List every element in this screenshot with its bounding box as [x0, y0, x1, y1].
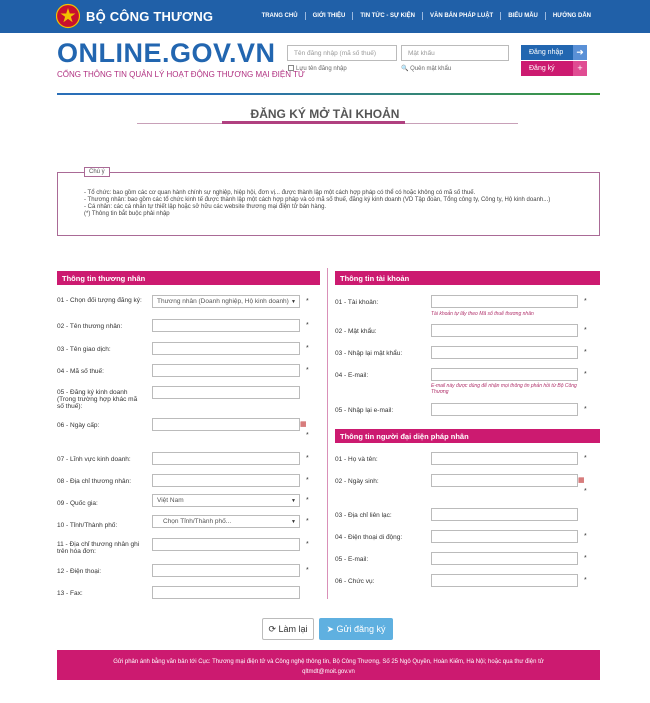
reset-label: Làm lại [278, 624, 308, 634]
required-star: * [306, 322, 309, 329]
province-value: Chọn Tỉnh/Thành phố... [163, 518, 232, 525]
top-bar [0, 0, 650, 33]
business-reg-input[interactable] [152, 386, 300, 399]
representative-section-header: Thông tin người đại diện pháp nhân [335, 429, 600, 443]
merchant-label: 08 - Địa chỉ thương nhân: [57, 478, 132, 485]
nav-about[interactable]: GIỚI THIỆU [306, 12, 354, 20]
remember-label: Lưu tên đăng nhập [296, 66, 347, 72]
register-label: Đăng ký [529, 65, 555, 72]
plus-icon: + [573, 61, 587, 76]
required-star: * [584, 555, 587, 562]
note-text [84, 190, 584, 218]
title-underline-accent [222, 121, 405, 124]
merchant-label: 01 - Chọn đối tượng đăng ký: [57, 297, 142, 304]
footer-text: Gửi phản ánh bằng văn bản tới Cục: Thương mại điện tử và Công nghệ thông tin, Bộ Công Thương, Số 25 Ngô Quyền, Hoàn Kiếm, Hà Nội; hoặc qua thư điện tử [113, 659, 544, 665]
subject-type-value: Thương nhân (Doanh nghiệp, Hộ kinh doanh) [157, 298, 289, 305]
rep-address-input[interactable] [431, 508, 578, 521]
site-tagline: CỔNG THÔNG TIN QUẢN LÝ HOẠT ĐỘNG THƯƠNG MẠI ĐIỆN TỬ [57, 70, 305, 79]
nav-legal[interactable]: VĂN BẢN PHÁP LUẬT [423, 12, 501, 20]
page-title: ĐĂNG KÝ MỞ TÀI KHOẢN [250, 107, 400, 121]
required-star: * [306, 367, 309, 374]
merchant-label: 04 - Mã số thuế: [57, 368, 104, 375]
required-star: * [584, 533, 587, 540]
note-line: (*) Thông tin bắt buộc phải nhập [84, 211, 170, 217]
login-arrow-icon: ➜ [573, 45, 587, 60]
confirm-password-field[interactable] [431, 346, 578, 359]
merchant-label: 03 - Tên giao dịch: [57, 346, 111, 353]
issue-date-input[interactable] [152, 418, 300, 431]
country-value: Việt Nam [157, 497, 184, 504]
required-star: * [306, 497, 309, 504]
merchant-label: 07 - Lĩnh vực kinh doanh: [57, 456, 131, 463]
required-star: * [584, 349, 587, 356]
required-star: * [306, 541, 309, 548]
register-button[interactable] [521, 61, 587, 76]
rep-birthdate-input[interactable] [431, 474, 578, 487]
merchant-label: 13 - Fax: [57, 590, 83, 597]
trade-name-input[interactable] [152, 342, 300, 355]
merchant-name-input[interactable] [152, 319, 300, 332]
nav-news[interactable]: TIN TỨC - SỰ KIỆN [353, 12, 423, 20]
send-icon: ➤ [326, 624, 334, 634]
main-nav [255, 12, 598, 20]
tax-code-input[interactable] [152, 364, 300, 377]
username-input[interactable] [287, 45, 397, 61]
confirm-email-field[interactable] [431, 403, 578, 416]
rep-mobile-input[interactable] [431, 530, 578, 543]
footer-email[interactable]: qltmdt@moit.gov.vn [302, 669, 355, 675]
required-star: * [306, 518, 309, 525]
required-star: * [306, 455, 309, 462]
required-star: * [584, 371, 587, 378]
required-star: * [306, 567, 309, 574]
merchant-label: 06 - Ngày cấp: [57, 422, 100, 429]
rep-label: 01 - Họ và tên: [335, 456, 378, 463]
invoice-address-input[interactable] [152, 538, 300, 551]
required-star: * [584, 406, 587, 413]
column-divider [327, 268, 328, 599]
site-logo[interactable]: ONLINE.GOV.VN [57, 38, 276, 68]
required-star: * [306, 345, 309, 352]
nav-guide[interactable]: HƯỚNG DẪN [552, 13, 591, 19]
merchant-label: 05 - Đăng ký kinh doanh (Trong trường hợp khác mã số thuế): [57, 389, 138, 410]
chevron-down-icon: ▼ [291, 519, 296, 525]
rep-position-input[interactable] [431, 574, 578, 587]
merchant-label: 10 - Tỉnh/Thành phố: [57, 522, 118, 529]
merchant-label: 11 - Địa chỉ thương nhân ghi trên hóa đơn: [57, 541, 140, 555]
rep-label: 03 - Địa chỉ liên lạc: [335, 512, 392, 519]
chevron-down-icon: ▼ [291, 498, 296, 504]
account-label: 05 - Nhập lại e-mail: [335, 407, 394, 414]
rep-email-input[interactable] [431, 552, 578, 565]
chevron-down-icon: ▼ [291, 299, 296, 305]
account-hint: Tài khoản tự lấy theo Mã số thuế thương nhân [431, 311, 534, 317]
merchant-section-header: Thông tin thương nhân [57, 271, 320, 285]
note-line: - Thương nhân: bao gồm các tổ chức kinh tế được thành lập một cách hợp pháp và có mã số thuế, đăng ký kinh doanh (VD Tập đoàn, Tổng công ty, Công ty, Hộ kinh doanh...) [84, 197, 551, 203]
forgot-password-link[interactable] [401, 65, 451, 72]
header-divider [57, 93, 600, 95]
required-star: * [584, 488, 587, 495]
rep-label: 05 - E-mail: [335, 556, 369, 563]
password-field[interactable] [431, 324, 578, 337]
account-section-header: Thông tin tài khoản [335, 271, 600, 285]
rep-name-input[interactable] [431, 452, 578, 465]
province-select[interactable] [152, 515, 300, 528]
reset-button[interactable] [262, 618, 314, 640]
rep-label: 02 - Ngày sinh: [335, 478, 379, 485]
remember-checkbox[interactable] [288, 65, 294, 71]
rep-label: 06 - Chức vụ: [335, 578, 375, 585]
account-label: 01 - Tài khoản: [335, 299, 379, 306]
email-field[interactable] [431, 368, 578, 381]
submit-label: Gửi đăng ký [336, 624, 386, 634]
refresh-icon: ⟳ [268, 624, 276, 634]
ministry-name[interactable]: BỘ CÔNG THƯƠNG [86, 9, 214, 24]
forgot-label: Quên mật khẩu [410, 66, 452, 72]
account-label: 04 - E-mail: [335, 372, 369, 379]
subject-type-select[interactable] [152, 295, 300, 308]
fax-input[interactable] [152, 586, 300, 599]
required-star: * [306, 477, 309, 484]
national-emblem-icon [56, 3, 80, 29]
login-button[interactable] [521, 45, 587, 60]
nav-forms[interactable]: BIỂU MẪU [501, 12, 546, 20]
account-label: 03 - Nhập lại mật khẩu: [335, 350, 403, 357]
note-line: - Cá nhân: các cá nhân tự thiết lập hoặc sở hữu các website thương mại điện tử bán hàng. [84, 204, 327, 210]
footer [57, 650, 600, 680]
required-star: * [584, 327, 587, 334]
remember-me[interactable] [288, 65, 347, 72]
key-icon: 🔍 [401, 66, 409, 72]
calendar-icon[interactable]: ▦ [300, 421, 307, 428]
nav-home[interactable]: TRANG CHỦ [255, 12, 306, 20]
phone-input[interactable] [152, 564, 300, 577]
merchant-label: 12 - Điện thoại: [57, 568, 102, 575]
required-star: * [584, 577, 587, 584]
merchant-label: 09 - Quốc gia: [57, 500, 98, 507]
calendar-icon[interactable]: ▦ [578, 477, 585, 484]
required-star: * [306, 298, 309, 305]
submit-button[interactable] [319, 618, 393, 640]
country-select[interactable] [152, 494, 300, 507]
email-hint: E-mail này được dùng để nhận mọi thông tin phản hồi từ Bộ Công Thương [431, 383, 577, 395]
required-star: * [306, 432, 309, 439]
note-label: Chú ý [84, 167, 110, 177]
business-field-input[interactable] [152, 452, 300, 465]
merchant-label: 02 - Tên thương nhân: [57, 323, 123, 330]
account-input[interactable] [431, 295, 578, 308]
account-label: 02 - Mật khẩu: [335, 328, 377, 335]
required-star: * [584, 298, 587, 305]
note-line: - Tổ chức: bao gồm các cơ quan hành chính sự nghiệp, hiệp hội, đơn vị... được thành lập một cách hợp pháp có thể có hoặc không có mã số thuế. [84, 190, 476, 196]
required-star: * [584, 455, 587, 462]
login-label: Đăng nhập [529, 49, 564, 56]
merchant-address-input[interactable] [152, 474, 300, 487]
password-input[interactable] [401, 45, 509, 61]
rep-label: 04 - Điện thoại di động: [335, 534, 403, 541]
